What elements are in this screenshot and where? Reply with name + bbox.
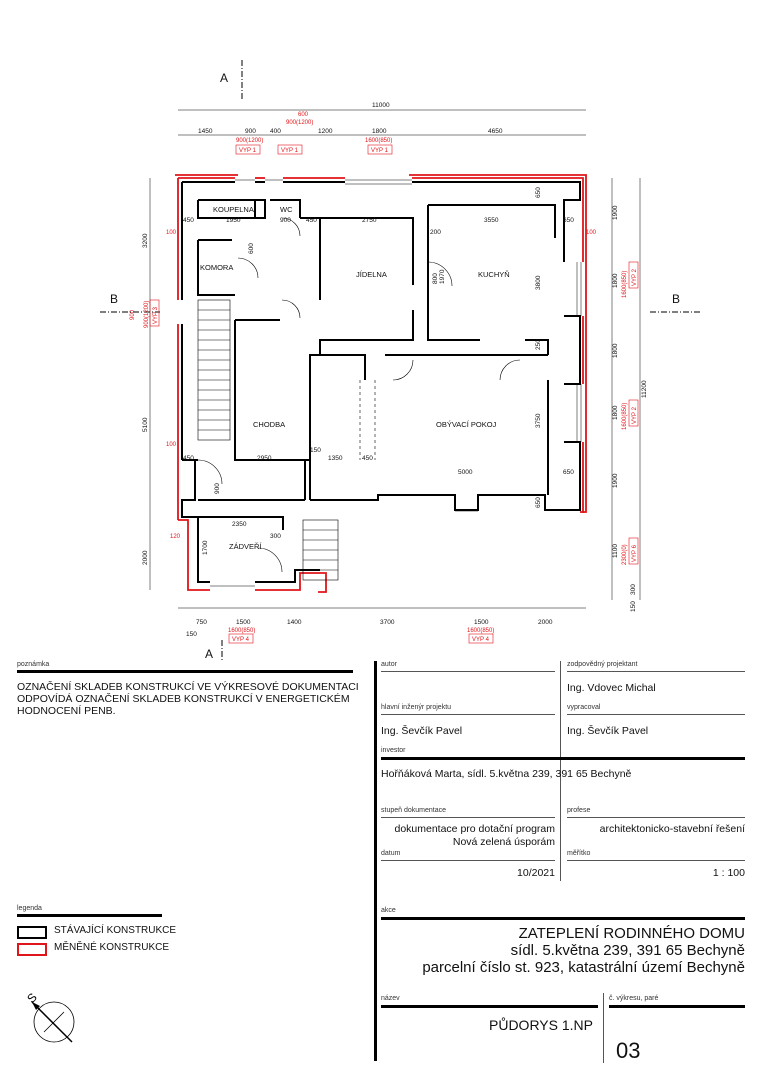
- dim-right-4: 1800: [612, 405, 619, 420]
- dim-bottom-3: 1400: [287, 619, 302, 626]
- investor-value: Hořňáková Marta, sídl. 5.května 239, 391 65 Bechyně: [381, 768, 632, 780]
- north-arrow: [22, 988, 82, 1048]
- svg-text:100: 100: [166, 442, 177, 448]
- dim-right-1: 1900: [612, 205, 619, 220]
- vyp-bottom-1: VYP 4: [232, 637, 249, 643]
- vyp-top-3: VYP 1: [371, 148, 388, 154]
- vyprac-label: vypracoval: [567, 704, 601, 711]
- svg-text:650: 650: [535, 497, 542, 508]
- vyp-left: VYP 3: [153, 307, 159, 324]
- dim-right-8: 150: [630, 601, 637, 612]
- svg-text:150: 150: [310, 447, 321, 454]
- dim-right-5: 1900: [612, 473, 619, 488]
- section-b-left: B: [110, 292, 119, 306]
- akce-line1: ZATEPLENÍ RODINNÉHO DOMU: [518, 925, 745, 942]
- dim-left-2: 5100: [142, 417, 149, 432]
- cislo-label: č. výkresu, paré: [609, 995, 659, 1002]
- room-zadveri: ZÁDVEŘÍ: [229, 542, 262, 551]
- windows: [210, 180, 581, 586]
- svg-text:2750: 2750: [362, 217, 377, 224]
- dim-bottom-6: 2000: [538, 619, 553, 626]
- room-koupelna: KOUPELNA: [213, 205, 254, 214]
- dim-left-3: 2000: [142, 550, 149, 565]
- vyp-right-2: VYP 2: [632, 407, 638, 424]
- svg-text:450: 450: [183, 217, 194, 224]
- meritko-label: měřítko: [567, 850, 591, 857]
- dim-top-red-a: 900(1200): [236, 138, 264, 144]
- legend-existing-label: STÁVAJÍCÍ KONSTRUKCE: [54, 925, 177, 936]
- hip-label: hlavní inženýr projektu: [381, 704, 452, 711]
- dim-top-5: 1800: [372, 128, 387, 135]
- dim-top-2: 900: [245, 128, 256, 135]
- room-kuchyn: KUCHYŇ: [478, 270, 510, 279]
- dim-top-red-c: 1600(850): [365, 138, 393, 144]
- room-chodba: CHODBA: [253, 420, 286, 429]
- hip-value: Ing. Ševčík Pavel: [381, 725, 463, 737]
- section-a-top: A: [220, 71, 229, 85]
- north-letter: S: [24, 990, 40, 1006]
- dim-bottom-2: 1500: [236, 619, 251, 626]
- stupen-line1: dokumentace pro dotační program: [394, 823, 555, 835]
- svg-text:3550: 3550: [484, 217, 499, 224]
- dim-top-4: 1200: [318, 128, 333, 135]
- dim-right-red-1: 1600(850): [622, 270, 628, 298]
- dim-right-3: 1800: [612, 343, 619, 358]
- investor-label: investor: [381, 747, 406, 754]
- stupen-label: stupeň dokumentace: [381, 807, 446, 814]
- svg-text:3750: 3750: [535, 413, 542, 428]
- akce-line2: sídl. 5.května 239, 391 65 Bechyně: [510, 942, 745, 959]
- svg-text:100: 100: [166, 230, 177, 236]
- dim-bottom-1: 750: [196, 619, 207, 626]
- vyprac-value: Ing. Ševčík Pavel: [567, 725, 649, 737]
- svg-text:650: 650: [535, 187, 542, 198]
- dim-bottom-150: 150: [186, 631, 197, 638]
- svg-text:300: 300: [270, 533, 281, 540]
- stupen-line2: Nová zelená úsporám: [452, 836, 555, 848]
- legend-existing-swatch: [17, 926, 47, 939]
- legend-changed-swatch: [17, 943, 47, 956]
- cislo-value: 03: [616, 1038, 641, 1063]
- meritko-value: 1 : 100: [712, 867, 745, 879]
- dim-right-red-3: 2300(0): [622, 544, 628, 565]
- dim-right-red-2: 1600(850): [622, 402, 628, 430]
- room-wc: WC: [280, 205, 293, 214]
- room-komora: KOMORA: [200, 263, 234, 272]
- svg-text:250: 250: [535, 339, 542, 350]
- dim-left-red-b: 900: [130, 309, 136, 320]
- akce-line3: parcelní číslo st. 923, katastrální území Bechyně: [422, 959, 745, 976]
- legend-changed-label: MĚNĚNÉ KONSTRUKCE: [54, 942, 170, 953]
- dim-overall-top: 11000: [372, 102, 390, 109]
- dim-bottom-red-2: 1600(850): [467, 628, 495, 634]
- nazev-label: název: [381, 995, 400, 1002]
- svg-text:5000: 5000: [458, 469, 473, 476]
- dim-right-6: 1100: [612, 544, 619, 558]
- datum-value: 10/2021: [517, 867, 555, 879]
- dim-bottom-4: 3700: [380, 619, 395, 626]
- svg-text:200: 200: [430, 229, 441, 236]
- svg-text:1950: 1950: [226, 217, 241, 224]
- svg-text:3800: 3800: [535, 275, 542, 290]
- dim-bottom-red-1: 1600(850): [228, 628, 256, 634]
- room-jidelna: JÍDELNA: [356, 270, 387, 279]
- zodp-label: zodpovědný projektant: [567, 661, 638, 668]
- profese-value: architektonicko-stavební řešení: [599, 823, 745, 835]
- dim-right-7: 300: [630, 584, 637, 595]
- dim-top-3: 400: [270, 128, 281, 135]
- profese-label: profese: [567, 807, 591, 814]
- staircase: [198, 300, 338, 580]
- svg-text:650: 650: [563, 217, 574, 224]
- svg-text:650: 650: [563, 469, 574, 476]
- section-marks: [100, 60, 700, 660]
- vyp-top-1: VYP 1: [239, 148, 256, 154]
- svg-text:1350: 1350: [328, 455, 343, 462]
- akce-label: akce: [381, 907, 396, 914]
- svg-text:900: 900: [280, 217, 291, 224]
- svg-text:100: 100: [586, 230, 597, 236]
- vyp-top-2: VYP 1: [281, 148, 298, 154]
- svg-text:1700: 1700: [202, 540, 209, 555]
- svg-text:800: 800: [432, 273, 439, 284]
- svg-text:450: 450: [306, 217, 317, 224]
- poznamka-text: OZNAČENÍ SKLADEB KONSTRUKCÍ VE VÝKRESOVÉ DOKUMENTACI ODPOVÍDÁ OZNAČENÍ SKLADEB KONSTRUKCÍ V ENERGETICKÉM HODNOCENÍ PENB.: [17, 681, 359, 717]
- datum-label: datum: [381, 850, 401, 857]
- dim-top-red-b2: 900(1200): [286, 120, 314, 126]
- dimension-lines: [150, 110, 640, 608]
- dim-top-1: 1450: [198, 128, 213, 135]
- svg-text:2350: 2350: [232, 521, 247, 528]
- vyp-right-1: VYP 2: [632, 269, 638, 286]
- svg-text:450: 450: [183, 455, 194, 462]
- vyp-bottom-2: VYP 4: [472, 637, 489, 643]
- legenda-label: legenda: [17, 905, 42, 912]
- svg-text:120: 120: [170, 534, 181, 540]
- dim-right-overall: 11200: [641, 380, 648, 398]
- dim-left-red: 900(1200): [144, 300, 150, 328]
- dim-bottom-5: 1500: [474, 619, 489, 626]
- dim-right-2: 1800: [612, 273, 619, 288]
- autor-label: autor: [381, 661, 397, 668]
- nazev-value: PŮDORYS 1.NP: [489, 1017, 593, 1033]
- section-a-bottom: A: [205, 647, 214, 660]
- svg-text:600: 600: [248, 243, 255, 254]
- poznamka-label: poznámka: [17, 661, 50, 668]
- section-b-right: B: [672, 292, 681, 306]
- title-block-frame: [374, 661, 377, 1061]
- room-obyvaci-pokoj: OBÝVACÍ POKOJ: [436, 420, 497, 429]
- zodp-value: Ing. Vdovec Michal: [567, 682, 656, 694]
- svg-text:1970: 1970: [439, 269, 446, 284]
- svg-text:450: 450: [362, 455, 373, 462]
- dim-top-6: 4650: [488, 128, 503, 135]
- vyp-right-3: VYP 6: [632, 545, 638, 562]
- dim-top-red-b: 600: [298, 112, 309, 118]
- svg-text:900: 900: [214, 483, 221, 494]
- svg-text:2950: 2950: [257, 455, 272, 462]
- changed-constructions: [175, 175, 586, 592]
- dim-left-1: 3200: [142, 233, 149, 248]
